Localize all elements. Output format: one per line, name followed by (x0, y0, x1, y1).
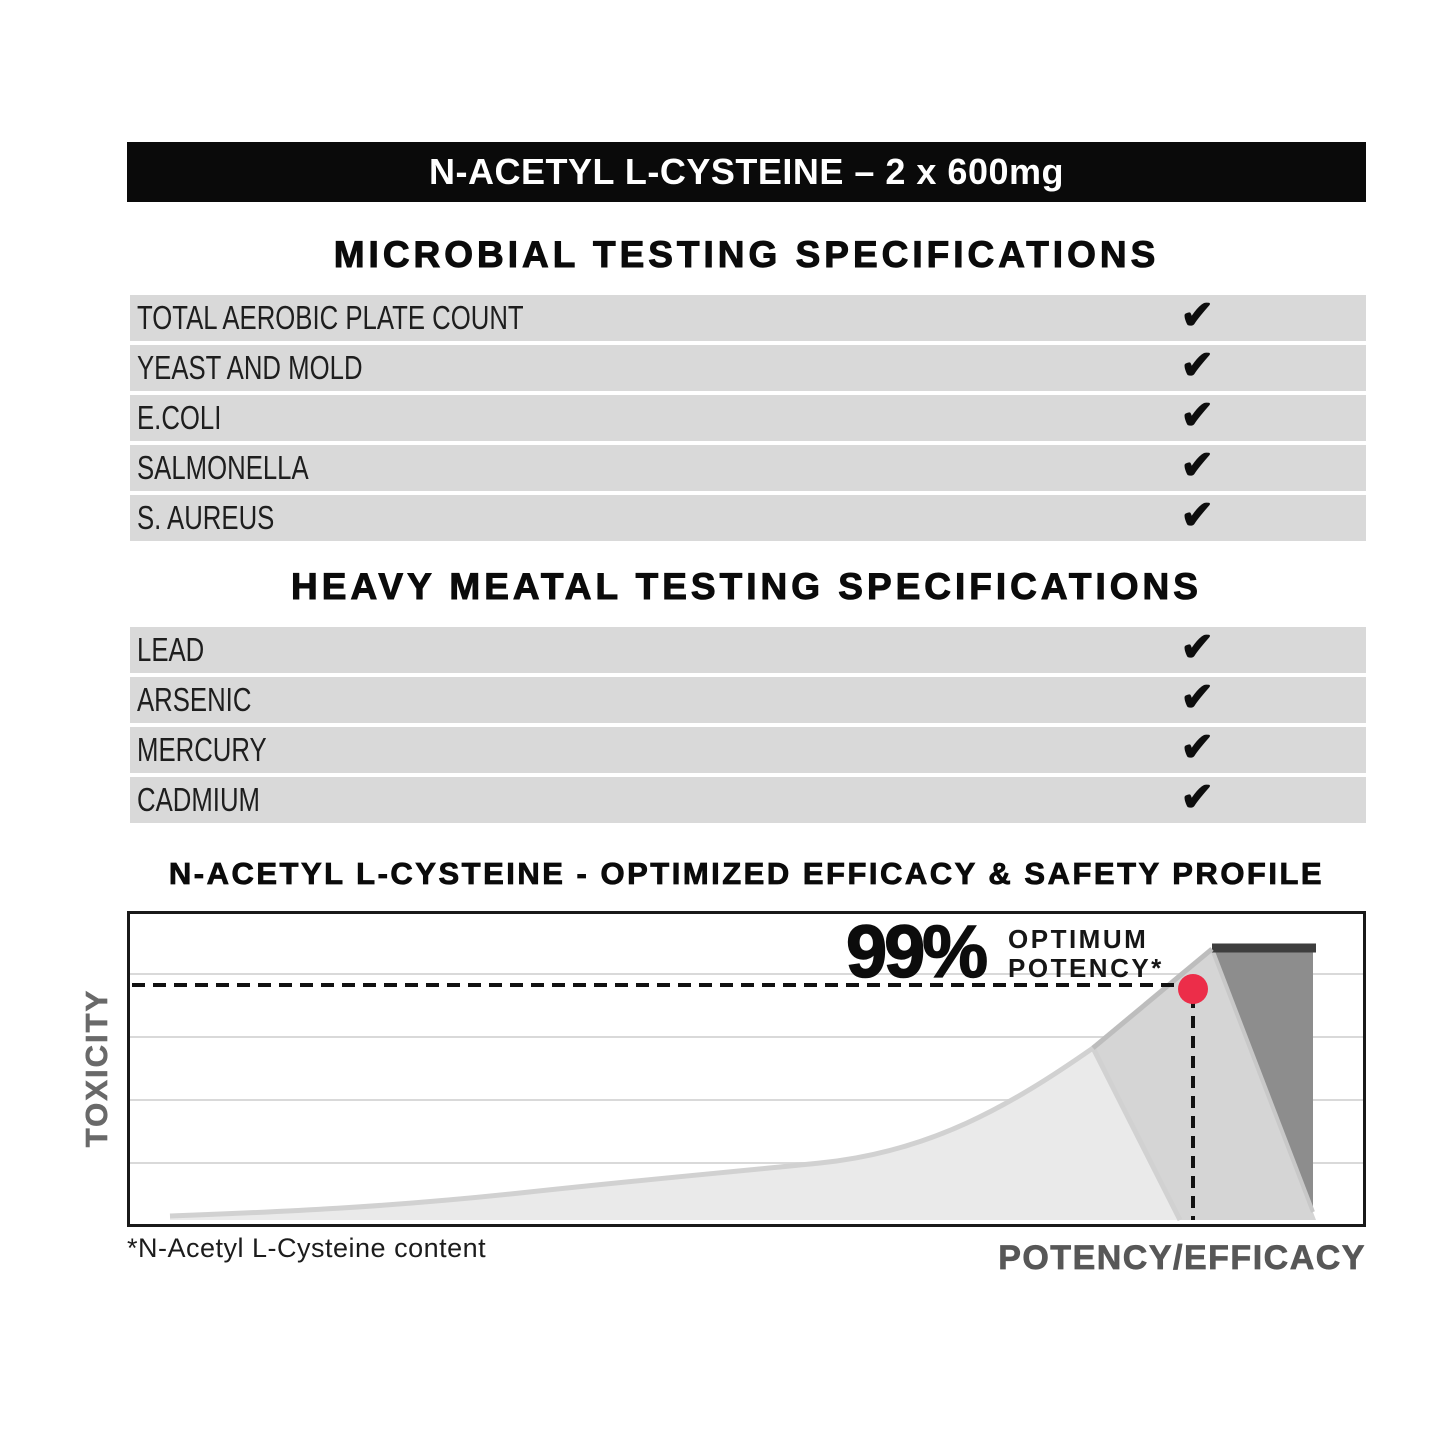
annotation-value: 99% (846, 910, 986, 993)
table-row (130, 727, 1366, 773)
heavy-metal-table (130, 627, 1366, 827)
row-label: CADMIUM (137, 781, 260, 818)
check-icon: ✔ (1180, 493, 1214, 538)
table-row (130, 777, 1366, 823)
table-row (130, 445, 1366, 491)
table-row (130, 295, 1366, 341)
table-row (130, 627, 1366, 673)
table-row (130, 677, 1366, 723)
check-icon: ✔ (1180, 393, 1214, 438)
table-row (130, 345, 1366, 391)
check-icon: ✔ (1180, 775, 1214, 820)
check-icon: ✔ (1180, 293, 1214, 338)
row-label: YEAST AND MOLD (137, 349, 363, 386)
table-row (130, 495, 1366, 541)
row-label: S. AUREUS (137, 499, 275, 536)
row-label: LEAD (137, 631, 205, 668)
check-icon: ✔ (1180, 343, 1214, 388)
check-icon: ✔ (1180, 675, 1214, 720)
efficacy-safety-chart (127, 911, 1366, 1227)
chart-footnote: *N-Acetyl L-Cysteine content (127, 1233, 487, 1263)
microbial-table (130, 295, 1366, 545)
check-icon: ✔ (1180, 725, 1214, 770)
x-axis-label: POTENCY/EFFICACY (998, 1239, 1366, 1277)
product-title-bar (127, 142, 1366, 202)
low-toxicity-area (170, 1048, 1180, 1220)
chart-title: N-ACETYL L-CYSTEINE - OPTIMIZED EFFICACY & SAFETY PROFILE (168, 856, 1325, 891)
row-label: ARSENIC (137, 681, 252, 718)
row-label: TOTAL AEROBIC PLATE COUNT (137, 299, 524, 336)
row-label: SALMONELLA (137, 449, 309, 486)
y-axis-label: TOXICITY (79, 988, 114, 1148)
row-label: MERCURY (137, 731, 267, 768)
microbial-section-heading: MICROBIAL TESTING SPECIFICATIONS (333, 234, 1160, 275)
annotation-label-line1: OPTIMUM (1008, 924, 1149, 954)
annotation-label-line2: POTENCY* (1008, 953, 1164, 983)
check-icon: ✔ (1180, 625, 1214, 670)
check-icon: ✔ (1180, 443, 1214, 488)
chart-plot-area (130, 910, 1363, 1224)
product-title: N-ACETYL L-CYSTEINE – 2 x 600mg (429, 151, 1064, 192)
heavy-metal-section-heading: HEAVY MEATAL TESTING SPECIFICATIONS (291, 566, 1202, 607)
optimum-potency-marker (1178, 974, 1208, 1004)
table-row (130, 395, 1366, 441)
row-label: E.COLI (137, 399, 222, 436)
annotation-label (1008, 925, 1164, 983)
